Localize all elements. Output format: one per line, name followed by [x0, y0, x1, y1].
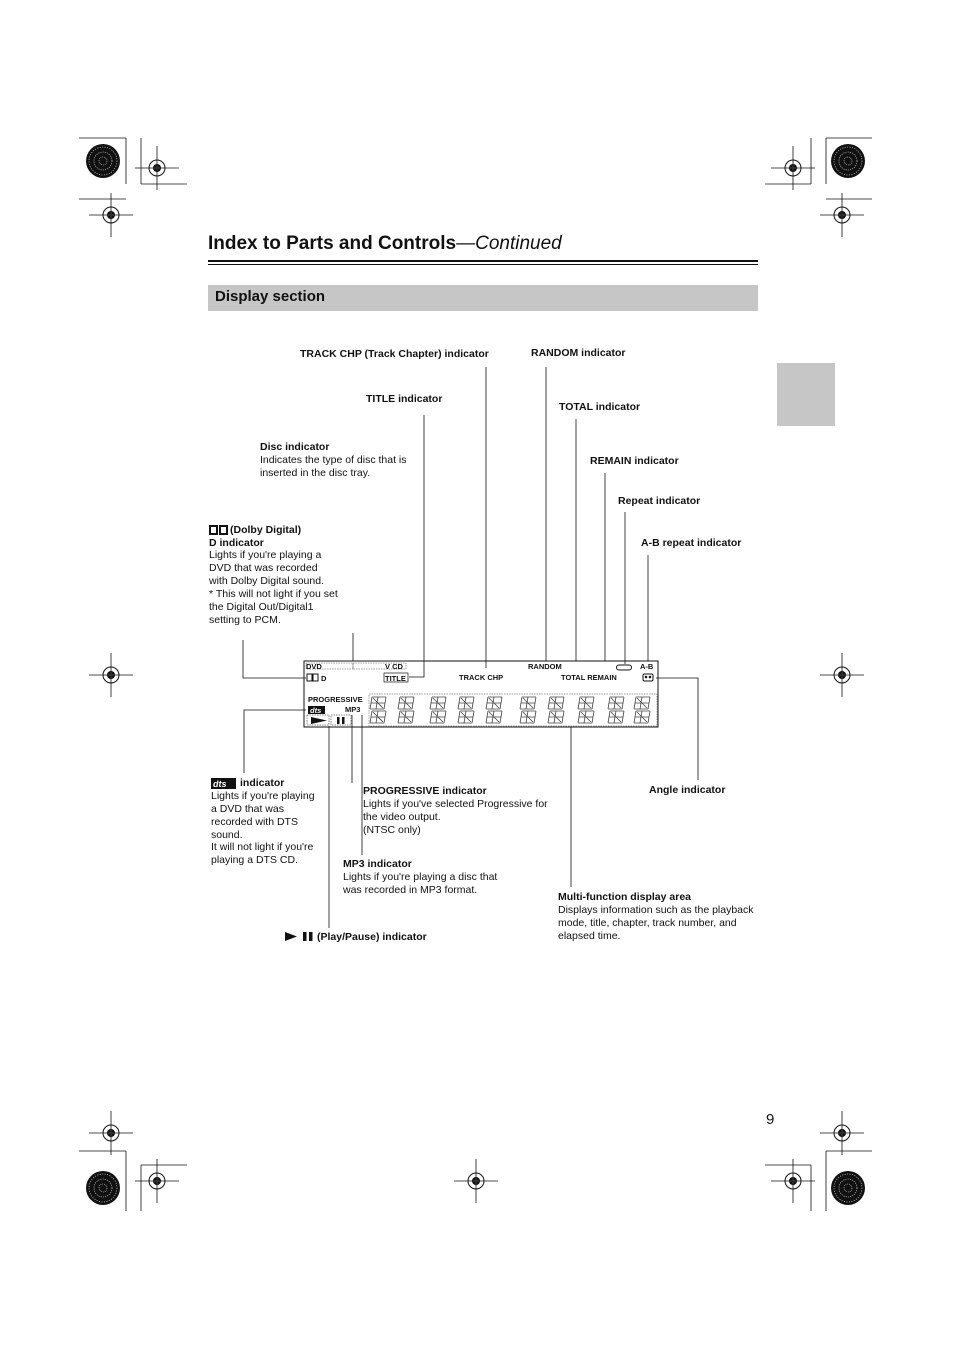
dolby-icon	[209, 525, 228, 535]
registration-mark-icon	[765, 138, 872, 237]
segment-digit-icon	[430, 697, 446, 709]
section-title: Display section	[215, 288, 326, 305]
segment-digit-icon	[608, 697, 624, 709]
total-label: TOTAL indicator	[559, 401, 641, 413]
display-panel	[304, 661, 658, 727]
total-remain-text: TOTAL REMAIN	[561, 673, 617, 682]
segment-digit-icon	[458, 697, 474, 709]
svg-text:dts: dts	[213, 779, 227, 789]
track-chp-text: TRACK CHP	[459, 673, 504, 682]
segment-digit-icon	[548, 711, 564, 723]
segment-digit-icon	[634, 711, 650, 723]
segment-digit-icon	[458, 711, 474, 723]
segment-digit-icon	[520, 697, 536, 709]
mp3-label: MP3 indicator	[343, 858, 412, 870]
repeat-label: Repeat indicator	[618, 495, 701, 507]
segment-digit-icon	[520, 711, 536, 723]
mp3-text: MP3	[345, 705, 361, 714]
progressive-note: (NTSC only)	[363, 824, 421, 836]
dolby-label-line1: (Dolby Digital)	[230, 524, 302, 536]
segment-digit-icon	[430, 711, 446, 723]
segment-digit-icon	[548, 697, 564, 709]
play-pause-icon	[285, 932, 313, 941]
dolby-note: * This will not light if you set the Digital Out/Digital1 setting to PCM.	[209, 588, 338, 626]
play-pause-label: (Play/Pause) indicator	[317, 931, 427, 943]
progressive-text: PROGRESSIVE	[308, 695, 363, 704]
segment-digit-icon	[398, 697, 414, 709]
segment-digit-icon	[608, 711, 624, 723]
page-title-continued: —Continued	[456, 233, 562, 254]
progressive-label: PROGRESSIVE indicator	[363, 785, 487, 797]
mp3-description: Lights if you're playing a disc that was recorded in MP3 format.	[343, 871, 498, 896]
segment-digit-icon	[634, 697, 650, 709]
multi-function-label: Multi-function display area	[558, 891, 692, 903]
segment-digit-icon	[398, 711, 414, 723]
ab-repeat-label: A-B repeat indicator	[641, 537, 742, 549]
registration-mark-icon	[454, 1159, 498, 1203]
segment-digit-icon	[578, 711, 594, 723]
dts-note: It will not light if you're playing a DTS CD.	[211, 841, 314, 866]
segment-digit-icon	[370, 697, 386, 709]
registration-mark-icon	[765, 1111, 872, 1211]
progressive-description: Lights if you've selected Progressive for the video output.	[363, 798, 548, 823]
page-title-main: Index to Parts and Controls	[208, 233, 457, 254]
vcd-text: V CD	[385, 662, 403, 671]
ab-text: A-B	[640, 662, 654, 671]
random-text: RANDOM	[528, 662, 562, 671]
registration-mark-icon	[820, 653, 864, 697]
segment-digit-icon	[370, 711, 386, 723]
registration-mark-icon	[79, 138, 187, 237]
page-number: 9	[766, 1111, 775, 1128]
dvd-text: DVD	[306, 662, 322, 671]
dts-logo-icon	[211, 778, 236, 789]
dolby-label-line2: D indicator	[209, 537, 264, 549]
random-label: RANDOM indicator	[531, 347, 626, 359]
title-label: TITLE indicator	[366, 393, 443, 405]
segment-digit-icon	[578, 697, 594, 709]
track-chp-label: TRACK CHP (Track Chapter) indicator	[300, 348, 489, 360]
dolby-description: Lights if you're playing a DVD that was recorded with Dolby Digital sound.	[209, 549, 324, 587]
registration-mark-icon	[89, 653, 133, 697]
angle-label: Angle indicator	[649, 784, 726, 796]
dts-logo-text: dts	[310, 706, 322, 715]
title-text: TITLE	[385, 674, 406, 683]
segment-digit-icon	[486, 711, 502, 723]
d-text: D	[321, 674, 327, 683]
segment-digit-icon	[486, 697, 502, 709]
dts-label: indicator	[240, 777, 285, 789]
registration-mark-icon	[79, 1111, 187, 1211]
remain-label: REMAIN indicator	[590, 455, 679, 467]
dts-description: Lights if you're playing a DVD that was recorded with DTS sound.	[211, 790, 315, 841]
multi-function-description: Displays information such as the playback mode, title, chapter, track number, and elapsed time.	[558, 904, 754, 942]
disc-label: Disc indicator	[260, 441, 330, 453]
disc-description: Indicates the type of disc that is inserted in the disc tray.	[260, 454, 407, 479]
